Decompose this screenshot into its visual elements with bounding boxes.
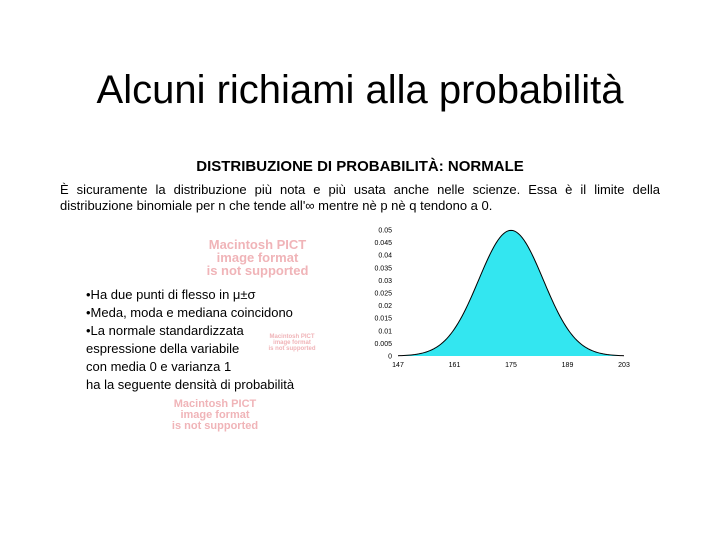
unsupported-image-placeholder-small <box>262 334 322 352</box>
y-tick-label: 0.04 <box>378 252 392 260</box>
x-tick-label: 189 <box>561 362 574 369</box>
bullet-item: •Ha due punti di flesso in μ±σ <box>86 287 256 302</box>
y-tick-label: 0.05 <box>378 227 392 235</box>
normal-distribution-chart <box>366 220 636 380</box>
y-tick-label: 0.01 <box>378 328 392 336</box>
unsupported-image-placeholder-bottom <box>140 399 290 432</box>
y-tick-label: 0.035 <box>374 265 392 273</box>
bullet-item: espressione della variabile <box>86 341 240 356</box>
x-tick-label: 161 <box>448 362 461 369</box>
x-tick-label: 203 <box>618 362 630 369</box>
x-tick-label: 175 <box>505 362 517 369</box>
y-tick-label: 0.045 <box>374 240 392 248</box>
x-tick-label: 147 <box>392 362 404 369</box>
y-tick-label: 0 <box>388 353 392 361</box>
slide-subtitle: DISTRIBUZIONE DI PROBABILITÀ: NORMALE <box>196 158 524 175</box>
slide-title: Alcuni richiami alla probabilità <box>96 68 624 112</box>
unsupported-image-placeholder <box>170 238 345 277</box>
bullet-item: •La normale standardizzata <box>86 323 244 338</box>
y-tick-label: 0.025 <box>374 290 392 298</box>
placeholder-line: Macintosh PICT <box>208 237 307 252</box>
placeholder-line: is not supported <box>171 420 259 432</box>
placeholder-line: is not supported <box>206 263 309 278</box>
y-tick-label: 0.03 <box>378 277 392 285</box>
y-tick-label: 0.02 <box>378 303 392 311</box>
y-tick-label: 0.015 <box>374 315 392 323</box>
bullet-item: con media 0 e varianza 1 <box>86 359 232 374</box>
density-area <box>398 230 624 356</box>
placeholder-line: is not supported <box>268 346 316 352</box>
y-tick-label: 0.005 <box>374 340 392 348</box>
placeholder-line: Macintosh PICT <box>269 334 315 340</box>
intro-paragraph: È sicuramente la distribuzione più nota e più usata anche nelle scienze. Essa è il limite della distribuzione binomiale per n che tende all'∞ mentre nè p nè q tendono a 0. <box>60 182 660 213</box>
bullet-item: ha la seguente densità di probabilità <box>86 377 295 392</box>
placeholder-line: image format <box>273 340 311 346</box>
bullet-item: •Meda, moda e mediana coincidono <box>86 305 293 320</box>
placeholder-line: image format <box>216 250 299 265</box>
placeholder-line: image format <box>180 409 250 421</box>
placeholder-line: Macintosh PICT <box>173 398 257 410</box>
